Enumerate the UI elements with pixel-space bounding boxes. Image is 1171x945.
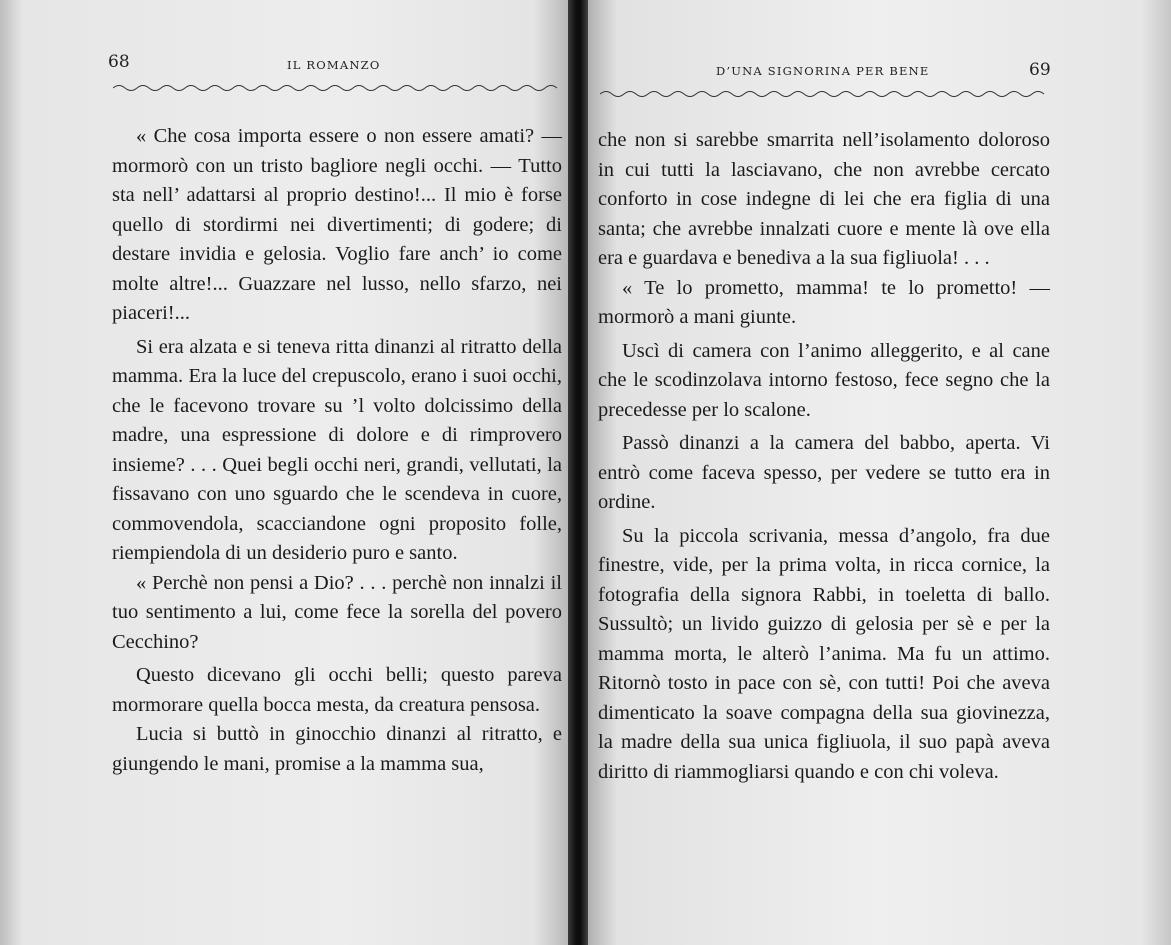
- paragraph: « Perchè non pensi a Dio? . . . perchè non innalzi il tuo sentimento a lui, come fece la sorella del povero Cecchino?: [112, 571, 562, 653]
- paragraph: « Te lo prometto, mamma! te lo prometto! — mormorò a mani giunte.: [598, 276, 1050, 328]
- paragraph: Uscì di camera con l’animo alleggerito, e al cane che le scodinzolava intorno festoso, fece segno che la precedesse per lo scalone.: [598, 339, 1050, 421]
- right-body-text: [598, 126, 1050, 787]
- page-number: 69: [1029, 60, 1051, 80]
- ornamental-rule: [600, 88, 1050, 100]
- paragraph: Su la piccola scrivania, messa d’angolo, fra due finestre, vide, per la prima volta, in ricca cornice, la fotografia della signora Rabbi, in toeletta di ballo. Sussultò; un livido guizzo di gelosia per sè e per la mamma morta, le alterò l’anima. Ma fu un attimo. Ritornò tosto in pace con sè, con tutti! Poi che aveva dimenticato la soave compagna della sua giovinezza, la madre della sua unica figliuola, il suo papà aveva diritto di riammogliarsi quando e con chi voleva.: [598, 524, 1050, 783]
- paragraph: Questo dicevano gli occhi belli; questo pareva mormorare quella bocca mesta, da creatura pensosa.: [112, 664, 562, 716]
- left-page: [0, 0, 568, 945]
- running-head: IL ROMANZO: [287, 58, 381, 72]
- paragraph: Passò dinanzi a la camera del babbo, aperta. Vi entrò come faceva spesso, per vedere se tutto era in ordine.: [598, 432, 1050, 513]
- paragraph: Lucia si buttò in ginocchio dinanzi al ritratto, e giungendo le mani, promise a la mamma sua,: [112, 723, 562, 775]
- right-page: [588, 0, 1171, 945]
- paragraph: Si era alzata e si teneva ritta dinanzi al ritratto della mamma. Era la luce del crepuscolo, erano i suoi occhi, che le facevono trovare su ’l volto dolcissimo della madre, una espressione di dolore e di rimprovero insieme? . . . Quei begli occhi neri, grandi, vellutati, la fissavano con uno sguardo che le scendeva in cuore, commovendola, scacciandone ogni proposito folle, riempiendola di un desiderio puro e santo.: [112, 335, 562, 564]
- paragraph: « Che cosa importa essere o non essere amati? — mormorò con un tristo bagliore negli occhi. — Tutto sta nell’ adattarsi al proprio destino!... Il mio è forse quello di stordirmi nei divertimenti; di godere; di destare invidia e gelosia. Voglio fare anch’ io come molte altre!... Guazzare nel lusso, nello sfarzo, nei piaceri!...: [112, 125, 562, 324]
- page-number: 68: [108, 52, 130, 72]
- book-gutter: [568, 0, 588, 945]
- ornamental-rule: [113, 82, 558, 94]
- left-body-text: [112, 122, 562, 779]
- paragraph: che non si sarebbe smarrita nell’isolamento doloroso in cui tutti la lasciavano, che non avrebbe cercato conforto in cose indegne di lei che era figlia di una santa; che avrebbe innalzati cuore e mente là ove ella era e guardava e benediva a la sua figliuola! . . .: [598, 129, 1050, 269]
- running-head: D’UNA SIGNORINA PER BENE: [716, 64, 930, 78]
